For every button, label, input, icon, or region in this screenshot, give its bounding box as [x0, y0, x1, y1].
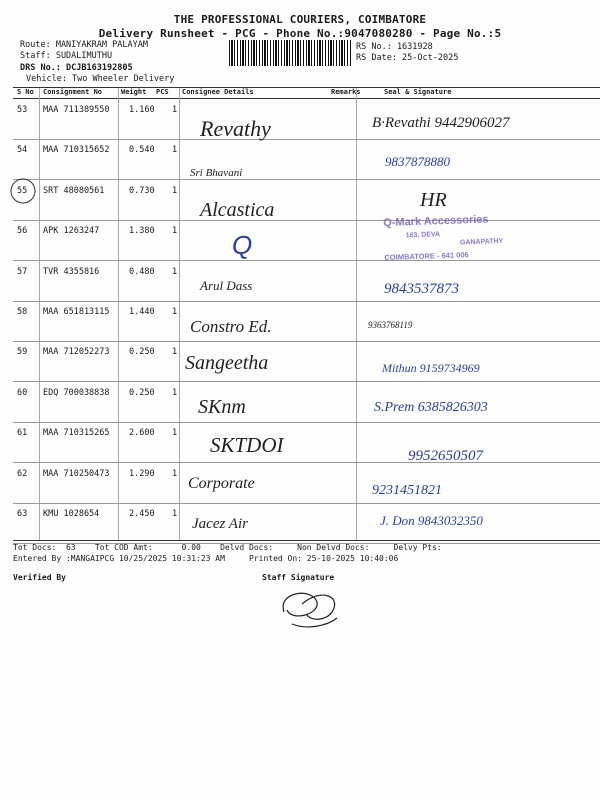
- row-weight: 2.600: [129, 428, 155, 439]
- consignee-handwriting: Q: [232, 230, 253, 260]
- row-sno: 61: [17, 428, 28, 439]
- company-stamp: [383, 211, 563, 277]
- row-consignment: MAA 710250473: [43, 468, 110, 479]
- row-weight: 0.480: [129, 266, 155, 277]
- row-sno: 58: [17, 307, 28, 317]
- route-label: Route: MANIYAKRAM PALAYAM: [20, 40, 148, 50]
- row-sno: 55: [17, 185, 28, 196]
- rs-number: RS No.: 1631928: [356, 42, 433, 52]
- row-consignment: MAA 710315652: [43, 145, 110, 156]
- consignee-handwriting: Corporate: [188, 475, 255, 492]
- row-weight: 1.160: [129, 105, 155, 115]
- row-sno: 60: [17, 387, 28, 398]
- row-weight: 1.290: [129, 468, 155, 479]
- signature-handwriting: J. Don 9843032350: [380, 513, 483, 528]
- stamp-line1: Q-Mark Accessories: [383, 213, 489, 230]
- runsheet-title: Delivery Runsheet - PCG - Phone No.:9047080280 - Page No.:5: [98, 27, 502, 40]
- col-pcs: PCS: [156, 88, 169, 96]
- row-consignment: MAA 710315265: [43, 428, 110, 439]
- signature-handwriting: 9363768119: [368, 320, 413, 330]
- col-sno: S No: [17, 88, 34, 96]
- row-pcs: 1: [172, 468, 178, 479]
- row-consignment: TVR 4355816: [43, 266, 100, 277]
- col-remarks: Remarks: [331, 88, 361, 96]
- totals-line: Tot Docs: 63 Tot COD Amt: 0.00 Delvd Docs: Non Delvd Docs: Delvy Pts:: [13, 543, 442, 552]
- vehicle-label: Vehicle: Two Wheeler Delivery: [26, 74, 175, 84]
- rs-date: RS Date: 25-Oct-2025: [356, 53, 459, 63]
- row-sno: 54: [17, 145, 28, 156]
- row-consignment: MAA 651813115: [43, 307, 110, 317]
- signature-handwriting: Mithun 9159734969: [382, 361, 480, 375]
- row-consignment: KMU 1028654: [43, 509, 100, 519]
- signature-handwriting: 9843537873: [384, 281, 459, 297]
- drs-label: DRS No.: DCJB163192805: [20, 63, 133, 73]
- row-pcs: 1: [172, 428, 178, 439]
- consignee-handwriting: SKTDOI: [210, 433, 284, 457]
- row-pcs: 1: [172, 266, 178, 277]
- signature-handwriting: 9837878880: [385, 154, 450, 169]
- consignee-handwriting: Arul Dass: [200, 278, 253, 293]
- row-pcs: 1: [172, 509, 178, 519]
- row-pcs: 1: [172, 145, 178, 156]
- signature-handwriting: HR: [420, 189, 447, 211]
- entered-by-line: Entered By :MANGAIPCG 10/25/2025 10:31:23 AM Printed On: 25-10-2025 10:40:06: [13, 554, 399, 563]
- signature-handwriting: S.Prem 6385826303: [374, 400, 488, 415]
- row-sno: 56: [17, 226, 28, 237]
- row-pcs: 1: [172, 347, 178, 358]
- row-consignment: MAA 711389550: [43, 105, 110, 115]
- table-bottom-rule: [13, 540, 600, 541]
- row-consignment: SRT 48080561: [43, 185, 105, 196]
- consignee-handwriting: Revathy: [200, 116, 271, 141]
- row-sno: 57: [17, 266, 28, 277]
- row-weight: 0.250: [129, 347, 155, 358]
- row-consignment: MAA 712052273: [43, 347, 110, 358]
- company-title: THE PROFESSIONAL COURIERS, COIMBATORE: [173, 13, 427, 26]
- staff-signature-scribble: [272, 582, 352, 632]
- col-consignee: Consignee Details: [182, 88, 254, 96]
- verified-by-label: Verified By: [13, 573, 66, 582]
- col-consignment: Consignment No: [43, 88, 103, 96]
- consignee-handwriting: Constro Ed.: [190, 317, 272, 336]
- staff-label: Staff: SUDALIMUTHU: [20, 51, 113, 61]
- signature-handwriting: 9231451821: [372, 483, 442, 498]
- row-weight: 1.440: [129, 307, 155, 317]
- row-weight: 0.540: [129, 145, 155, 156]
- stamp-line4: COIMBATORE - 641 006: [384, 250, 469, 263]
- row-sno: 53: [17, 105, 28, 115]
- consignee-handwriting: Jacez Air: [192, 516, 248, 532]
- consignee-handwriting: Sangeetha: [185, 352, 269, 374]
- col-weight: Weight: [121, 88, 147, 96]
- row-pcs: 1: [172, 226, 178, 237]
- row-weight: 0.730: [129, 185, 155, 196]
- stamp-line2: 163, DEVA: [405, 231, 441, 240]
- col-seal-signature: Seal & Signature: [384, 88, 452, 96]
- stamp-line3: GANAPATHY: [459, 237, 504, 247]
- staff-signature-label: Staff Signature: [262, 573, 335, 582]
- row-weight: 0.250: [129, 387, 155, 398]
- consignee-handwriting: Sri Bhavani: [190, 167, 243, 179]
- row-sno: 63: [17, 509, 28, 519]
- row-pcs: 1: [172, 387, 178, 398]
- row-consignment: APK 1263247: [43, 226, 100, 237]
- row-sno: 59: [17, 347, 28, 358]
- signature-handwriting: B·Revathi 9442906027: [372, 115, 510, 131]
- row-pcs: 1: [172, 307, 178, 317]
- row-circle-mark: [11, 179, 35, 203]
- row-pcs: 1: [172, 185, 178, 196]
- row-pcs: 1: [172, 105, 178, 115]
- consignee-handwriting: SKnm: [198, 396, 246, 418]
- row-sno: 62: [17, 468, 28, 479]
- consignee-handwriting: Alcastica: [200, 199, 275, 221]
- row-consignment: EDQ 700038838: [43, 387, 110, 398]
- row-weight: 2.450: [129, 509, 155, 519]
- row-weight: 1.380: [129, 226, 155, 237]
- signature-handwriting: 9952650507: [408, 448, 483, 464]
